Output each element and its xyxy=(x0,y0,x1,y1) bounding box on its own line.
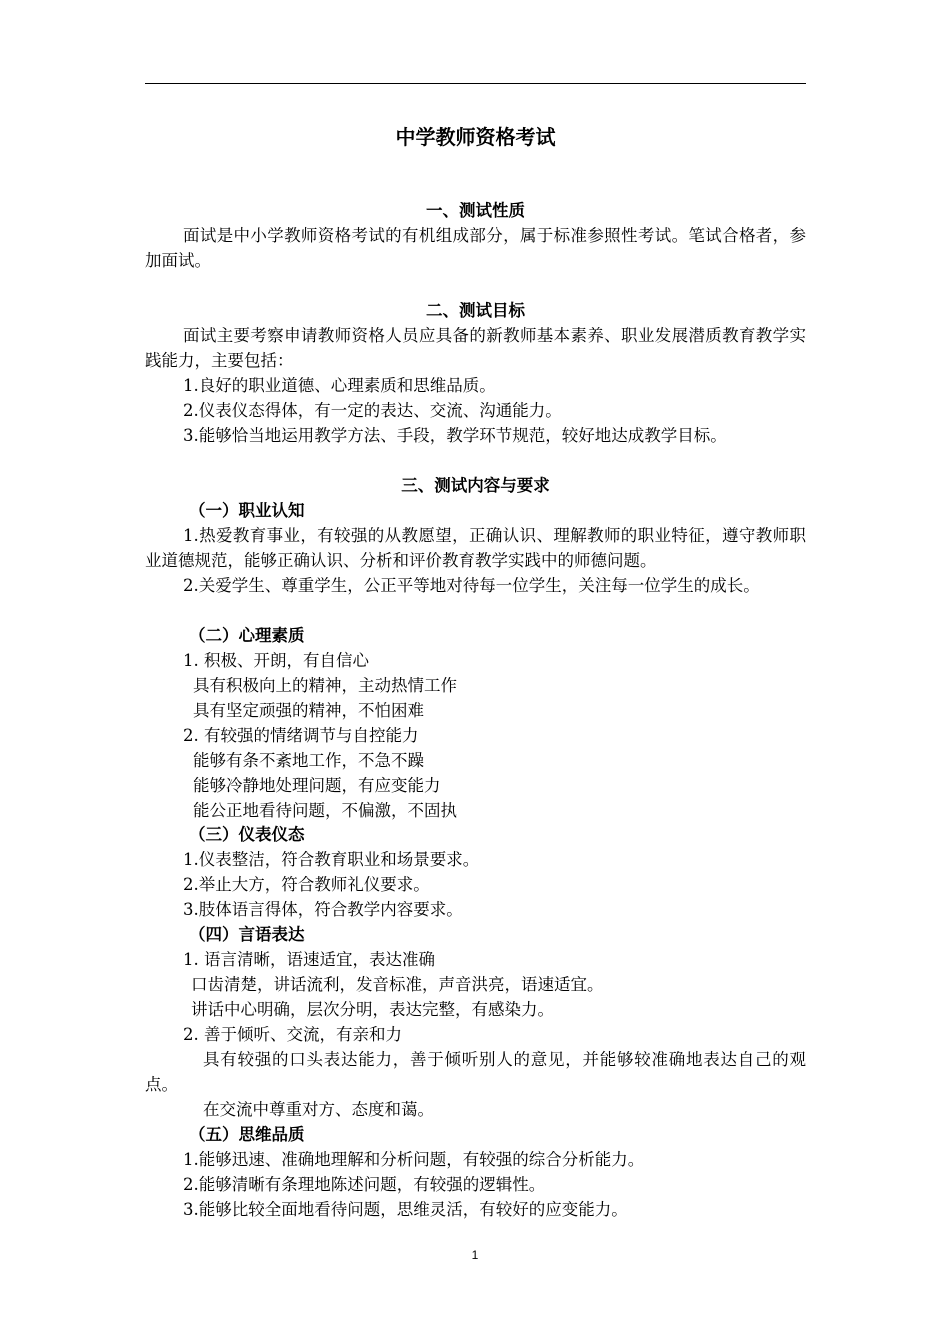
list-item: 3.肢体语言得体，符合教学内容要求。 xyxy=(183,900,463,919)
section-para-goals: 面试主要考察申请教师资格人员应具备的新教师基本素养、职业发展潜质教育教学实践能力，主要包括： xyxy=(145,326,806,370)
list-item: 能够有条不紊地工作，不急不躁 xyxy=(193,751,424,770)
list-item: 2.仪表仪态得体，有一定的表达、交流、沟通能力。 xyxy=(183,401,562,420)
paragraph: 1.热爱教育事业，有较强的从教愿望，正确认识、理解教师的职业特征，遵守教师职业道德规范，能够正确认识、分析和评价教育教学实践中的师德问题。 xyxy=(145,526,806,570)
subsection-heading: （四）言语表达 xyxy=(189,925,305,944)
list-item: 1.仪表整洁，符合教育职业和场景要求。 xyxy=(183,850,480,869)
list-item: 2.能够清晰有条理地陈述问题，有较强的逻辑性。 xyxy=(183,1175,546,1194)
list-item: 1.能够迅速、准确地理解和分析问题，有较强的综合分析能力。 xyxy=(183,1150,645,1169)
list-item: 3.能够恰当地运用教学方法、手段，教学环节规范，较好地达成教学目标。 xyxy=(183,426,727,445)
subsection-heading: （一）职业认知 xyxy=(189,501,305,520)
list-item: 具有坚定顽强的精神，不怕困难 xyxy=(193,701,424,720)
paragraph: 具有较强的口头表达能力，善于倾听别人的意见，并能够较准确地表达自己的观点。 xyxy=(145,1050,806,1094)
section-para-nature: 面试是中小学教师资格考试的有机组成部分，属于标准参照性考试。笔试合格者，参加面试。 xyxy=(145,226,806,270)
list-item: 1.良好的职业道德、心理素质和思维品质。 xyxy=(183,376,496,395)
list-item: 3.能够比较全面地看待问题，思维灵活，有较好的应变能力。 xyxy=(183,1200,628,1219)
section-heading-goals: 二、测试目标 xyxy=(426,301,525,320)
list-item: 2. 善于倾听、交流，有亲和力 xyxy=(183,1025,402,1044)
header-rule xyxy=(145,83,806,84)
subsection-heading: （三）仪表仪态 xyxy=(189,825,305,844)
list-item: 1. 积极、开朗，有自信心 xyxy=(183,651,369,670)
subsection-heading: （五）思维品质 xyxy=(189,1125,305,1144)
list-item: 能公正地看待问题，不偏激，不固执 xyxy=(193,801,457,820)
list-item: 具有积极向上的精神，主动热情工作 xyxy=(193,676,457,695)
list-item: 2. 有较强的情绪调节与自控能力 xyxy=(183,726,419,745)
section-heading-nature: 一、测试性质 xyxy=(426,201,525,220)
list-item: 能够冷静地处理问题，有应变能力 xyxy=(193,776,441,795)
subsection-heading: （二）心理素质 xyxy=(189,626,305,645)
list-item: 2.举止大方，符合教师礼仪要求。 xyxy=(183,875,430,894)
list-item: 在交流中尊重对方、态度和蔼。 xyxy=(203,1100,434,1119)
list-item: 口齿清楚，讲话流利，发音标准，声音洪亮，语速适宜。 xyxy=(191,975,604,994)
section-heading-content: 三、测试内容与要求 xyxy=(401,476,550,495)
list-item: 1. 语言清晰，语速适宜，表达准确 xyxy=(183,950,435,969)
document-title: 中学教师资格考试 xyxy=(395,125,556,149)
paragraph: 2.关爱学生、尊重学生，公正平等地对待每一位学生，关注每一位学生的成长。 xyxy=(183,576,760,595)
list-item: 讲话中心明确，层次分明，表达完整，有感染力。 xyxy=(191,1000,554,1019)
page-number: 1 xyxy=(471,1248,479,1262)
